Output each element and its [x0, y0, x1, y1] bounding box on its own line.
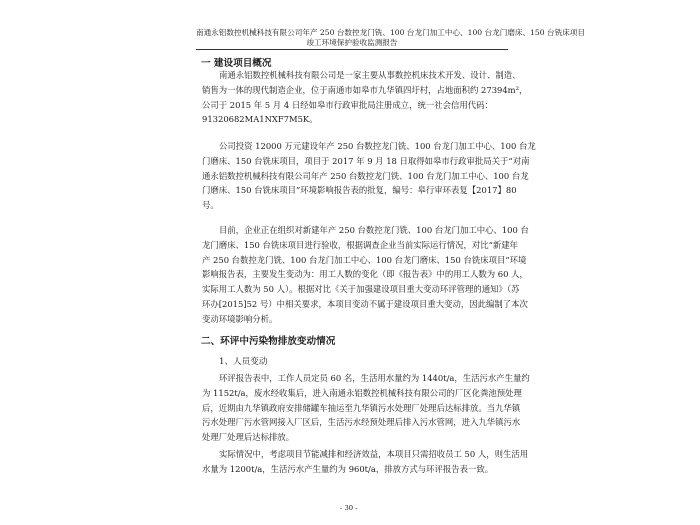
section-1-paragraph-1: [202, 68, 527, 127]
text-line: 龙门磨床、150 台铣床项目进行验收，根据调查企业当前实际运行情况，对比“新建年: [202, 239, 519, 250]
text-line: 后，近期由九华镇政府安排储罐车抽运至九华镇污水处理厂处理后达标排放。当九华镇: [202, 402, 521, 413]
header-divider: [196, 49, 508, 50]
text-line: 产 250 台数控龙门铣、100 台龙门加工中心、100 台龙门磨床、150 台铣床项目”环境: [202, 254, 527, 265]
page-header: [196, 28, 585, 48]
text-line: 环评报告表中，工作人员定员 60 名，生活用水量约为 1440t/a，生活污水产生量约: [219, 373, 530, 383]
header-line-1: 南通永铝数控机械科技有限公司年产 250 台数控龙门铣、100 台龙门加工中心、100 台龙门磨床、150 台铣床项目: [196, 28, 585, 37]
page-number: - 30 -: [340, 504, 358, 512]
section-2-title: 二、环评中污染物排放变动情况: [201, 336, 336, 347]
text-line: 销售为一体的现代制造企业，位于南通市如皋市九华镇四圩村，占地面积约 27394m²，: [202, 84, 528, 95]
text-line: 变动环境影响分析。: [202, 313, 278, 324]
text-line: 环办[2015]52 号）中相关要求，本项目变动不属于建设项目重大变动，因此编制了本次: [202, 298, 528, 309]
text-line: 门磨床、150 台铣床项目，项目于 2017 年 9 月 18 日取得如皋市行政审批局关于“对南: [202, 155, 530, 166]
section-2-paragraph-1: [202, 371, 530, 445]
text-line: 号。: [202, 200, 219, 211]
section-1-paragraph-2: [202, 139, 536, 213]
section-1-title: 一 建设项目概况: [201, 58, 272, 69]
text-line: 实际用工人数为 50 人）。根据对比《关于加强建设项目重大变动环评管理的通知》（苏: [202, 284, 520, 295]
section-2-paragraph-2: [202, 447, 528, 477]
text-line: 公司于 2015 年 5 月 4 日经如皋市行政审批局注册成立，统一社会信用代码：: [202, 99, 493, 110]
text-line: 水量为 1200t/a，生活污水产生量约为 960t/a，排放方式与环评报告表一致。: [202, 463, 494, 474]
text-line: 目前，企业正在组织对新建年产 250 台数控龙门铣、100 台龙门加工中心、100 台: [219, 225, 529, 235]
text-line: 为 1152t/a，废水经收集后，进入南通永铝数控机械科技有限公司的厂区化粪池预处理: [202, 387, 522, 398]
text-line: 影响报告表，主要发生变动为：用工人数的变化（即《报告表》中的用工人数为 60 人，: [202, 269, 528, 280]
text-line: 南通永铝数控机械科技有限公司是一家主要从事数控机床技术开发、设计、制造、: [219, 70, 521, 80]
section-2-subtitle: 1、人员变动: [219, 357, 268, 367]
text-line: 门磨床、150 台铣床项目”环境影响报告表的批复，编号：皋行审环表复【2017】80: [202, 185, 517, 196]
header-line-2: 竣工环境保护验收监测报告: [306, 38, 398, 47]
text-line: 91320682MA1NXF7M5K。: [202, 114, 318, 125]
text-line: 处理厂处理后达标排放。: [202, 432, 295, 443]
text-line: 公司投资 12000 万元建设年产 250 台数控龙门铣、100 台龙门加工中心、100 台龙: [219, 141, 536, 151]
text-line: 通永铝数控机械科技有限公司年产 250 台数控龙门铣、100 台龙门加工中心、100 台龙: [202, 170, 529, 181]
section-1-paragraph-3: [202, 223, 529, 327]
text-line: 实际情况中，考虑项目节能减排和经济效益，本项目只需招收员工 50 人，则生活用: [219, 449, 529, 459]
text-line: 污水处理厂污水管网接入厂区后，生活污水经预处理后排入污水管网，进入九华镇污水: [202, 417, 521, 428]
